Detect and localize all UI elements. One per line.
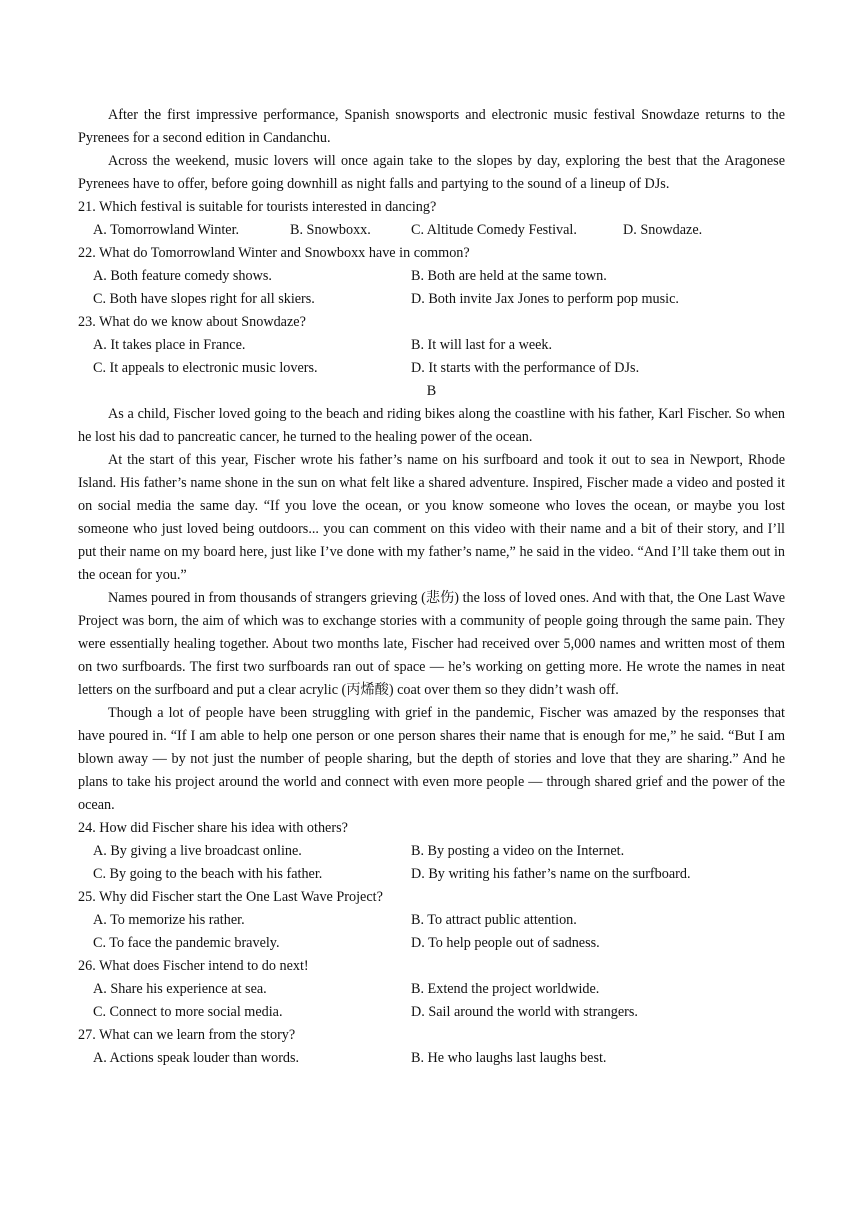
question-26-options-row2 (78, 1001, 785, 1024)
option-c: C. To face the pandemic bravely. (93, 935, 280, 951)
question-26-stem: 26. What does Fischer intend to do next! (78, 958, 309, 974)
option-d: D. Both invite Jax Jones to perform pop music. (411, 291, 679, 307)
option-a: A. Tomorrowland Winter. (93, 222, 240, 238)
question-25-options-row2 (78, 932, 785, 955)
option-b: B. Both are held at the same town. (411, 268, 607, 284)
section-b-label: B (426, 383, 437, 399)
passage-b-paragraph: Though a lot of people have been struggling with grief in the pandemic, Fischer was amazed by the responses that have poured in. “If I am able to help one person or one person shares their name that is enough for me,” he said. “But I am blown away — by not just the number of people sharing, but the depth of stories and love that they are sharing.” And he plans to take his project around the world and connect with even more people — through shared grief and the power of the ocean. (78, 705, 785, 813)
question-25-options-row1 (78, 909, 785, 932)
question-23-stem: 23. What do we know about Snowdaze? (78, 314, 306, 330)
option-b: B. He who laughs last laughs best. (411, 1050, 607, 1066)
option-a: A. To memorize his rather. (93, 912, 245, 928)
option-a: A. Actions speak louder than words. (93, 1050, 300, 1066)
question-22-options-row2 (78, 288, 785, 311)
question-21-options (78, 219, 785, 242)
option-d: D. It starts with the performance of DJs. (411, 360, 640, 376)
question-24-options-row1 (78, 840, 785, 863)
option-c: C. Both have slopes right for all skiers. (93, 291, 315, 307)
question-27-options-row1 (78, 1047, 785, 1070)
option-c: C. Altitude Comedy Festival. (411, 222, 577, 238)
option-d: D. Snowdaze. (623, 222, 703, 238)
question-24-options-row2 (78, 863, 785, 886)
option-b: B. By posting a video on the Internet. (411, 843, 625, 859)
question-22-stem: 22. What do Tomorrowland Winter and Snowboxx have in common? (78, 245, 470, 261)
passage-a-paragraph: Across the weekend, music lovers will once again take to the slopes by day, exploring the best that the Aragonese Pyrenees have to offer, before going downhill as night falls and partying to the sound of a lineup of DJs. (78, 153, 785, 192)
option-d: D. By writing his father’s name on the surfboard. (411, 866, 691, 882)
option-c: C. It appeals to electronic music lovers. (93, 360, 318, 376)
option-a: A. By giving a live broadcast online. (93, 843, 302, 859)
question-27-stem: 27. What can we learn from the story? (78, 1027, 296, 1043)
passage-b-paragraph: At the start of this year, Fischer wrote his father’s name on his surfboard and took it out to sea in Newport, Rhode Island. His father’s name shone in the sun on what felt like a shared adventure. Inspired, Fischer made a video and posted it on social media the same day. “If you love the ocean, or you know someone who loves the ocean, or maybe you lost someone who just loved being outdoors... you can comment on this video with their name and a bit of their story, and I’ll put their name on my board here, just like I’ve done with my father’s name,” he said in the video. “And I’ll take them out in the ocean for you.” (78, 452, 785, 583)
option-d: D. Sail around the world with strangers. (411, 1004, 638, 1020)
option-b: B. To attract public attention. (411, 912, 577, 928)
passage-b-paragraph: Names poured in from thousands of strangers grieving (悲伤) the loss of loved ones. And with that, the One Last Wave Project was born, the aim of which was to exchange stories with a community of people going through the same pain. They were essentially healing together. About two months late, Fischer had received over 5,000 names and written most of them on two surfboards. The first two surfboards ran out of space — he’s working on getting more. He wrote the names in neat letters on the surfboard and put a clear acrylic (丙烯酸) coat over them so they didn’t wash off. (78, 590, 785, 698)
option-c: C. By going to the beach with his father. (93, 866, 323, 882)
option-a: A. Both feature comedy shows. (93, 268, 272, 284)
option-c: C. Connect to more social media. (93, 1004, 283, 1020)
question-22-options-row1 (78, 265, 785, 288)
option-b: B. It will last for a week. (411, 337, 553, 353)
passage-a-paragraph: After the first impressive performance, Spanish snowsports and electronic music festival Snowdaze returns to the Pyrenees for a second edition in Candanchu. (78, 107, 785, 146)
question-25-stem: 25. Why did Fischer start the One Last Wave Project? (78, 889, 383, 905)
option-d: D. To help people out of sadness. (411, 935, 600, 951)
document-page (78, 104, 785, 1070)
passage-b-paragraph: As a child, Fischer loved going to the beach and riding bikes along the coastline with his father, Karl Fischer. So when he lost his dad to pancreatic cancer, he turned to the healing power of the ocean. (78, 406, 785, 445)
question-26-options-row1 (78, 978, 785, 1001)
question-23-options-row1 (78, 334, 785, 357)
option-b: B. Extend the project worldwide. (411, 981, 600, 997)
question-21-stem: 21. Which festival is suitable for tourists interested in dancing? (78, 199, 437, 215)
option-a: A. It takes place in France. (93, 337, 246, 353)
option-b: B. Snowboxx. (290, 222, 371, 238)
question-23-options-row2 (78, 357, 785, 380)
question-24-stem: 24. How did Fischer share his idea with others? (78, 820, 348, 836)
option-a: A. Share his experience at sea. (93, 981, 267, 997)
